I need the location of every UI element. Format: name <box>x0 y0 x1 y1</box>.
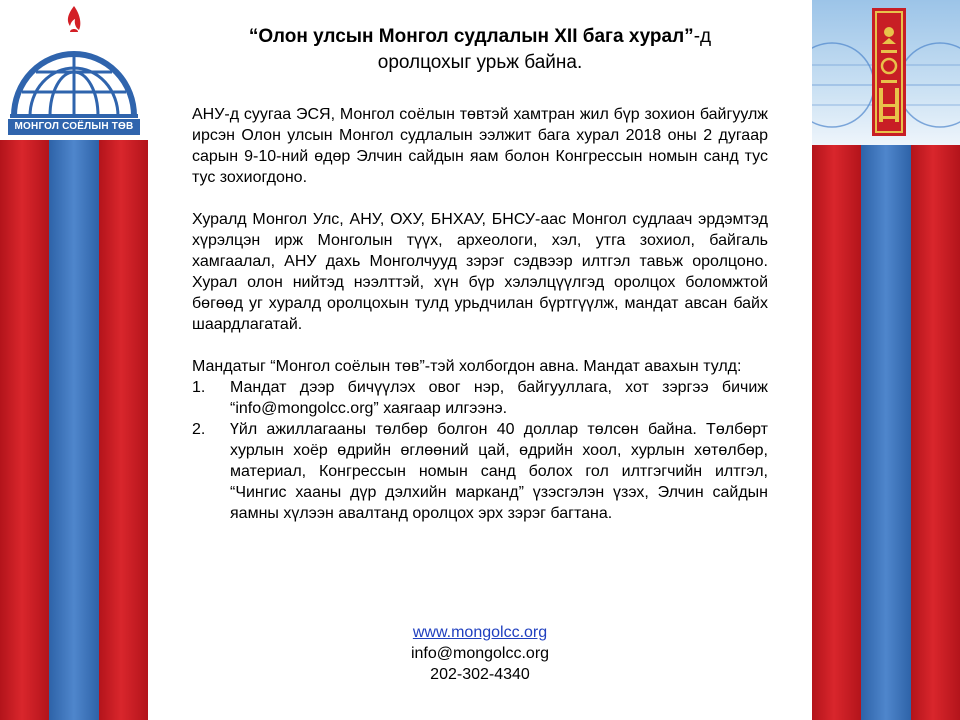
title-line-1 <box>180 24 780 50</box>
right-banner <box>812 0 960 720</box>
list-item <box>192 377 768 419</box>
left-flag-stripes <box>0 140 148 720</box>
title-line-2: оролцохыг урьж байна. <box>377 52 583 73</box>
contact-footer <box>300 622 660 685</box>
list-item-number: 1. <box>192 379 206 396</box>
title-suffix: -д <box>693 26 712 47</box>
document-body <box>192 104 768 524</box>
soyombo-globe-icon <box>812 0 960 145</box>
mongol-culture-center-logo <box>0 0 148 140</box>
title-conference-name: “Олон улсын Монгол судлалын XII бага хурал” <box>248 26 694 47</box>
mongolia-emblem-globe <box>812 0 960 145</box>
list-item-text: Үйл ажиллагааны төлбөр болгон 40 доллар төлсөн байна. Төлбөрт хурлын хоёр өдрийн өглөөний цай, өдрийн хоол, хурлын хөтөлбөр, материал, Конгрессын номын санд болох гол илтгэгчийн илтгэл, “Чингис хааны дүр дэлхийн марканд” үзэсгэлэн үзэх, Элчин сайдын яамны хүлээн авалтанд оролцох эрх зэрэг багтана. <box>230 421 768 522</box>
paragraph-mandate: Мандатыг “Монгол соёлын төв”-тэй холбогдон авна. Мандат авахын тулд: <box>192 358 742 375</box>
document-title <box>180 24 780 76</box>
left-banner <box>0 0 148 720</box>
paragraph-announcement: АНУ-д суугаа ЭСЯ, Монгол соёлын төвтэй хамтран жил бүр зохион байгуулж ирсэн Олон улсын Монгол судлалын ээлжит бага хурал 2018 оны 2 дугаар сарын 9-10-ний өдөр Элчин сайдын яам болон Конгрессын номын санд тус тус зохиогдоно. <box>192 106 768 186</box>
requirements-list <box>192 377 768 524</box>
paragraph-participants: Хуралд Монгол Улс, АНУ, ОХУ, БНХАУ, БНСУ-аас Монгол судлаач эрдэмтэд хүрэлцэн ирж Монголын түүх, археологи, хэл, утга зохиол, байгаль хамгаалал, АНУ дахь Монголчууд зэрэг сэдвээр илтгэл тавьж оролцоно. Хурал олон нийтэд нээлттэй, хүн бүр хэлэлцүүлгэд оролцох боломжтой бөгөөд уг хуралд оролцохын тулд урьдчилан бүртгүүлж, мандат авсан байх шаардлагатай. <box>192 211 768 333</box>
right-flag-stripes <box>812 140 960 720</box>
list-item <box>192 419 768 524</box>
contact-phone: 202-302-4340 <box>430 666 530 683</box>
list-item-number: 2. <box>192 421 206 438</box>
website-link[interactable]: www.mongolcc.org <box>412 624 548 641</box>
logo-caption: МОНГОЛ СОЁЛЫН ТӨВ <box>14 121 134 132</box>
contact-email: info@mongolcc.org <box>410 645 550 662</box>
list-item-text: Мандат дээр бичүүлэх овог нэр, байгууллага, хот зэргээ бичиж “info@mongolcc.org” хаягаар илгээнэ. <box>230 379 768 417</box>
